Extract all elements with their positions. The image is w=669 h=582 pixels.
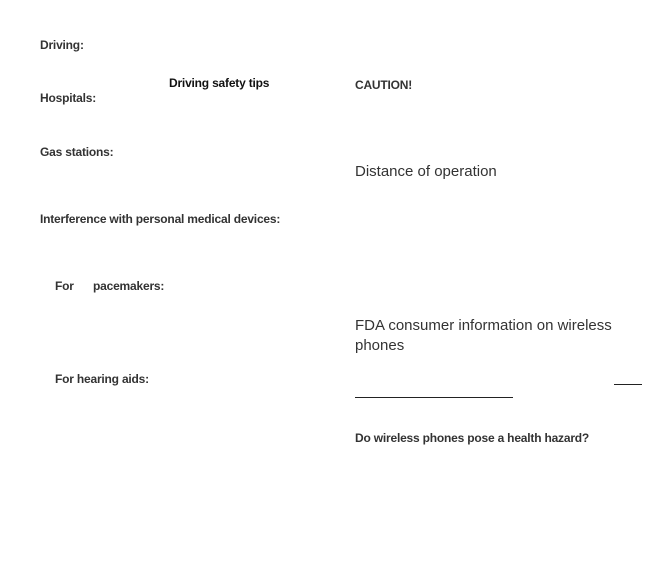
driving-label: Driving: — [40, 38, 84, 52]
divider-rule-short — [614, 384, 642, 385]
interference-medical-devices-label: Interference with personal medical devices: — [40, 212, 281, 226]
hearing-aids-label: For hearing aids: — [55, 372, 149, 386]
caution-label: CAUTION! — [355, 78, 413, 92]
fda-consumer-info-heading: FDA consumer information on wireless phones — [355, 317, 612, 354]
pacemakers-for-label: For — [55, 279, 74, 293]
gas-stations-label: Gas stations: — [40, 145, 114, 159]
pacemakers-label: pacemakers: — [93, 279, 165, 293]
health-hazard-question: Do wireless phones pose a health hazard? — [355, 431, 590, 445]
driving-safety-tips-label: Driving safety tips — [169, 76, 270, 90]
divider-rule — [355, 397, 513, 398]
hospitals-label: Hospitals: — [40, 91, 97, 105]
distance-of-operation-heading: Distance of operation — [355, 163, 497, 180]
